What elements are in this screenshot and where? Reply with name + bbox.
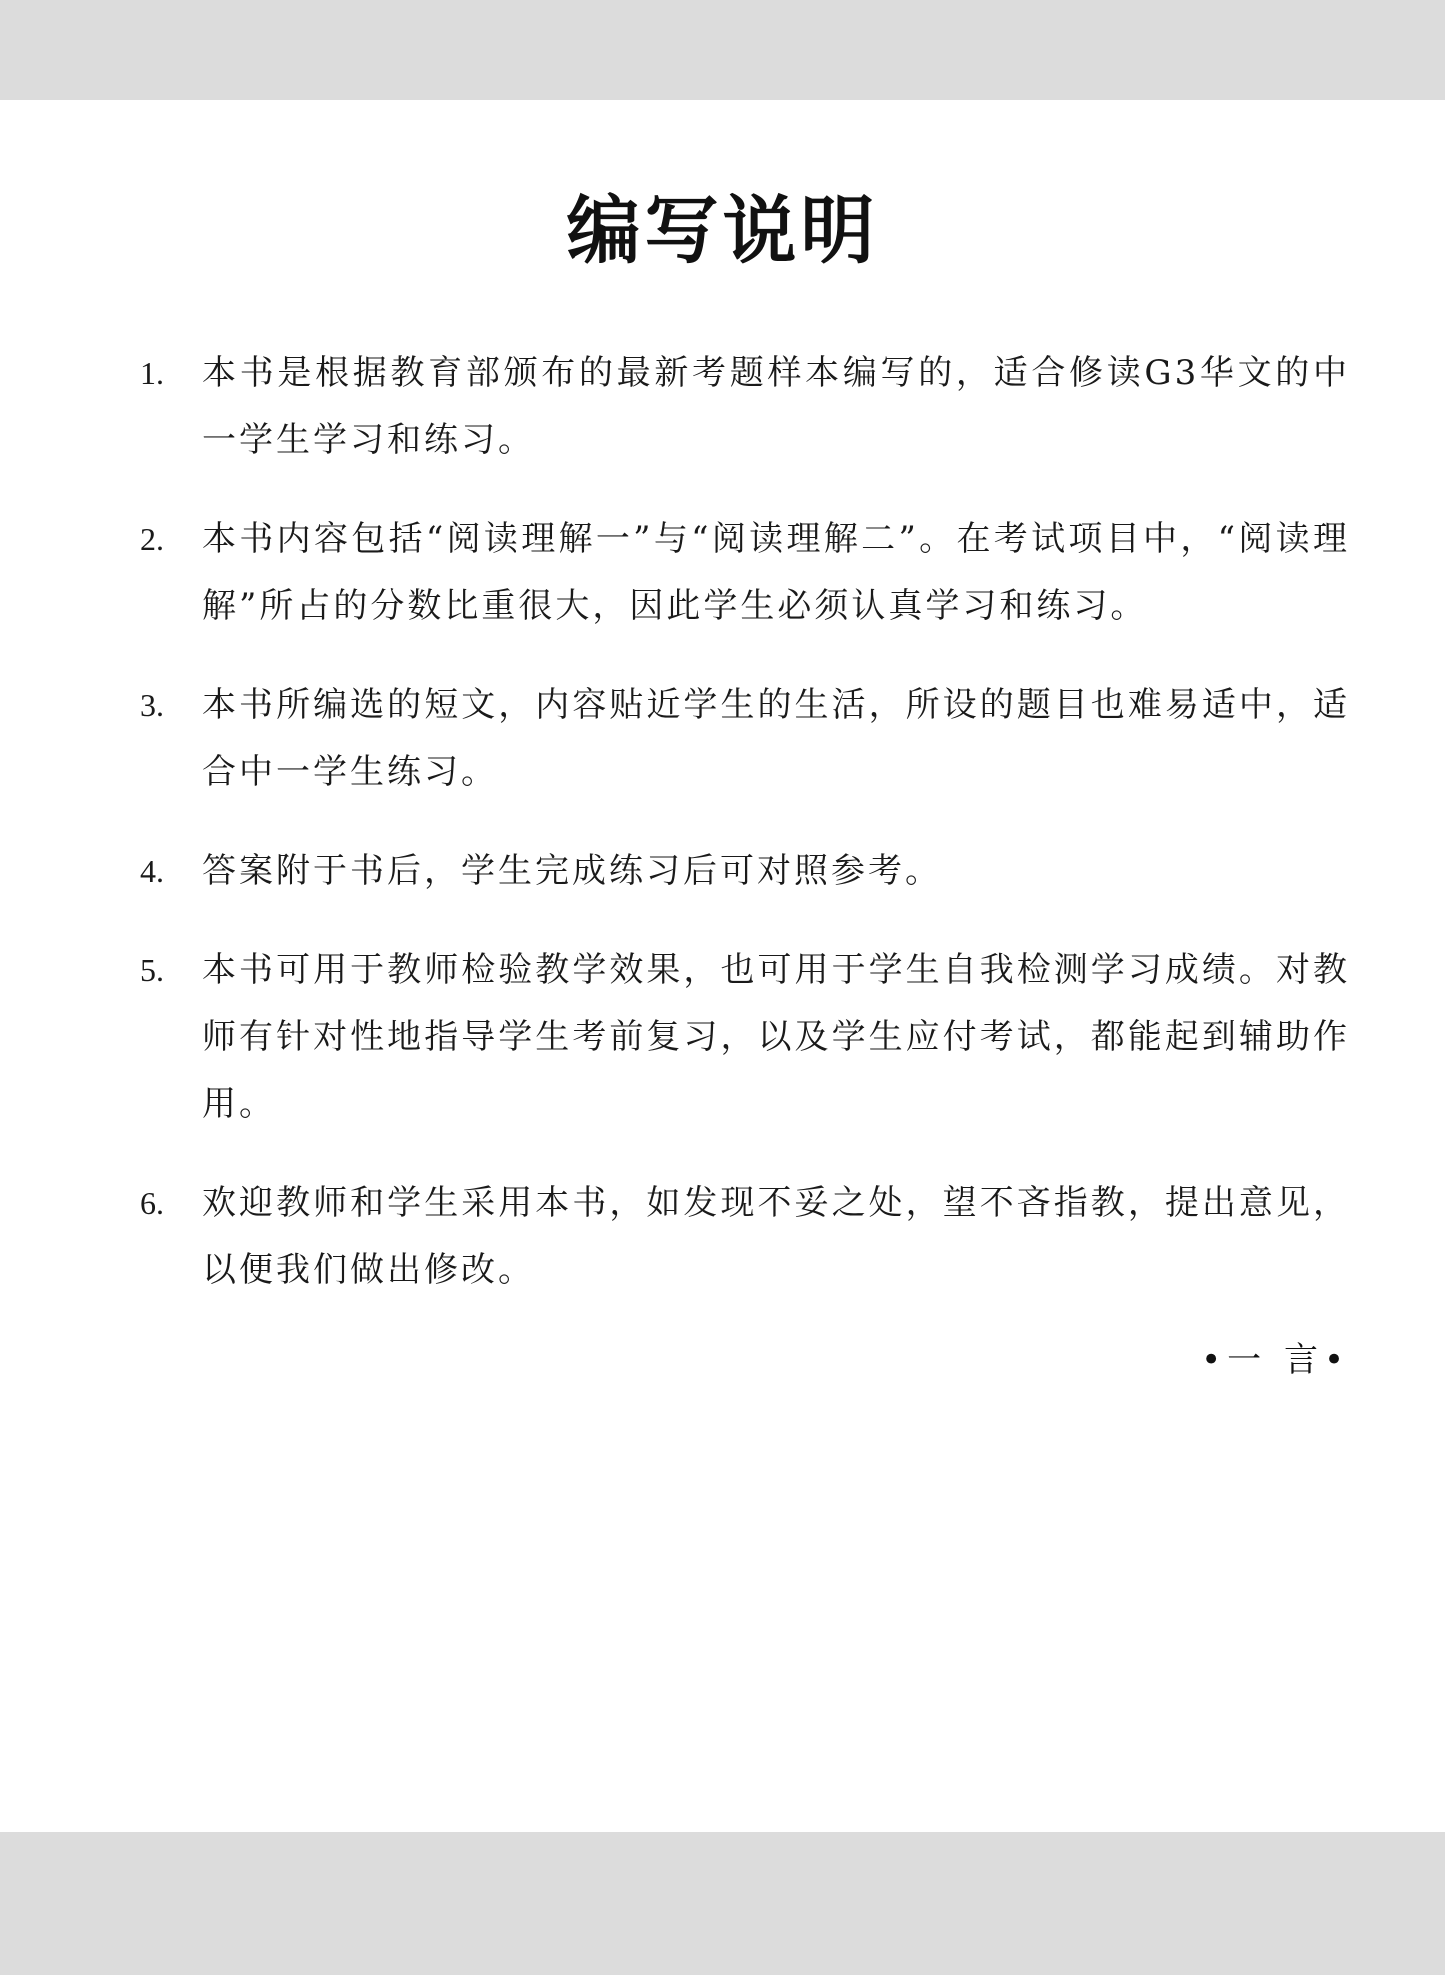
item-number: 2. (140, 521, 164, 557)
author-signature: •一 言• (1201, 1340, 1350, 1380)
item-number: 4. (140, 853, 164, 889)
list-item (140, 1170, 1350, 1304)
document-page (0, 100, 1445, 1832)
list-item (140, 340, 1350, 474)
list-item (140, 937, 1350, 1138)
item-text: 本书是根据教育部颁布的最新考题样本编写的，适合修读G3华文的中一学生学习和练习。 (202, 353, 1350, 460)
page-title: 编写说明 (566, 188, 879, 274)
item-number: 6. (140, 1185, 164, 1221)
list-item (140, 672, 1350, 806)
item-number: 1. (140, 355, 164, 391)
item-number: 5. (140, 952, 164, 988)
bottom-margin-band (0, 1832, 1445, 1975)
item-text: 本书可用于教师检验教学效果，也可用于学生自我检测学习成绩。对教师有针对性地指导学生考前复习，以及学生应付考试，都能起到辅助作用。 (202, 950, 1350, 1124)
item-text: 欢迎教师和学生采用本书，如发现不妥之处，望不吝指教，提出意见，以便我们做出修改。 (202, 1183, 1350, 1290)
item-number: 3. (140, 687, 164, 723)
list-item (140, 838, 1350, 905)
item-text: 答案附于书后，学生完成练习后可对照参考。 (202, 851, 942, 891)
item-text: 本书内容包括“阅读理解一”与“阅读理解二”。在考试项目中，“阅读理解”所占的分数比重很大，因此学生必须认真学习和练习。 (202, 519, 1350, 626)
top-margin-band (0, 0, 1445, 100)
instructions-list (140, 340, 1350, 1336)
item-text: 本书所编选的短文，内容贴近学生的生活，所设的题目也难易适中，适合中一学生练习。 (202, 685, 1350, 792)
list-item (140, 506, 1350, 640)
